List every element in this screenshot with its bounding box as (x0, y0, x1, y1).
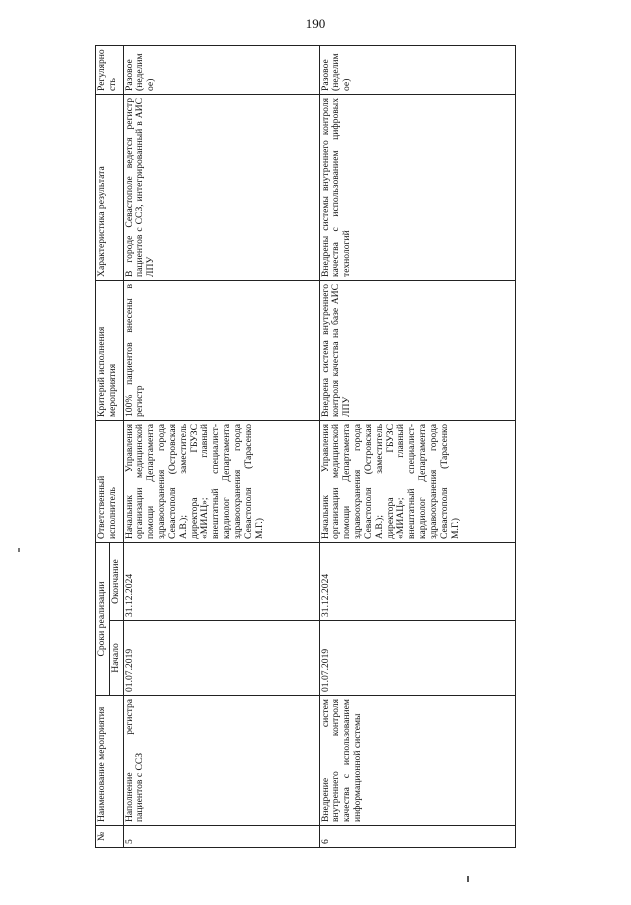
row-responsible: Начальник Управления организации медицинской помощи Департамента здравоохранения города Севастополя (Островская А.В.); заместитель директора ГБУЗС «МИАЦ»; главный внештатный специалист-кардиолог Департамента здравоохранения города Севастополя (Тарасенко М.Г.) (319, 420, 515, 542)
row-start: 01.07.2019 (319, 621, 515, 696)
row-criterion: 100% пациентов внесены в регистр (123, 280, 319, 420)
row-name: Внедрение систем внутреннего контроля качества с использованием информационной системы (319, 696, 515, 826)
row-end: 31.12.2024 (319, 542, 515, 620)
row-regularity: Разовое (неделимое) (123, 45, 319, 94)
scan-speck (467, 876, 469, 882)
row-result: Внедрены системы внутреннего контроля качества с использованием цифровых технологий (319, 94, 515, 280)
rotated-table-container (95, 46, 507, 848)
header-terms: Сроки реализации (96, 542, 110, 695)
row-result: В городе Севастополе ведется регистр пациентов с ССЗ, интегрированный в АИС ЛПУ (123, 94, 319, 280)
measures-table (95, 45, 516, 848)
header-regularity: Регулярность (96, 45, 124, 94)
header-start: Начало (109, 621, 123, 696)
page-number: 190 (305, 16, 326, 31)
table-row (123, 45, 319, 847)
header-name: Наименование мероприятия (96, 696, 124, 826)
header-row (96, 45, 110, 847)
header-num: № (96, 826, 124, 848)
header-end: Окончание (109, 542, 123, 620)
row-end: 31.12.2024 (123, 542, 319, 620)
header-criterion: Критерий исполнения мероприятия (96, 280, 124, 420)
row-name: Наполнение регистра пациентов с ССЗ (123, 696, 319, 826)
table-row (319, 45, 515, 847)
row-num: 6 (319, 826, 515, 848)
row-regularity: Разовое (неделимое) (319, 45, 515, 94)
row-start: 01.07.2019 (123, 621, 319, 696)
header-responsible: Ответственный исполнитель (96, 420, 124, 542)
row-responsible: Начальник Управления организации медицинской помощи Департамента здравоохранения города Севастополя (Островская А.В.); заместитель директора ГБУЗС «МИАЦ»; главный внештатный специалист-кардиолог Департамента здравоохранения города Севастополя (Тарасенко М.Г.) (123, 420, 319, 542)
header-result: Характеристика результата (96, 94, 124, 280)
scan-speck (18, 548, 20, 552)
row-num: 5 (123, 826, 319, 848)
row-criterion: Внедрена система внутреннего контроля качества на базе АИС ЛПУ (319, 280, 515, 420)
